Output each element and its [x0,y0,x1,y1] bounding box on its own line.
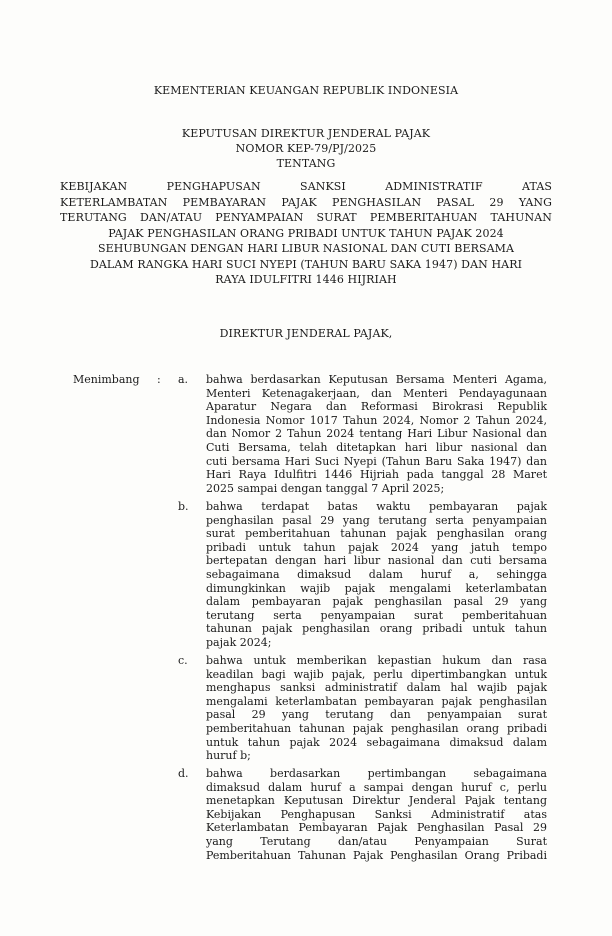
item-letter-d: d. [178,767,189,780]
item-line: sebagaimana dimaksud dalam huruf a, sehingga [206,567,547,581]
item-line: Menteri Ketenagakerjaan, dan Menteri Pendayagunaan [206,386,547,400]
item-line: yang Terutang dan/atau Penyampaian Surat [206,834,547,848]
item-line: surat pemberitahuan tahunan pajak penghasilan orang [206,527,547,541]
item-line: Kebijakan Penghapusan Sanksi Administratif atas [206,807,547,821]
item-line: Aparatur Negara dan Reformasi Birokrasi Republik [206,400,547,414]
title-line: DALAM RANGKA HARI SUCI NYEPI (TAHUN BARU SAKA 1947) DAN HARI [89,257,523,271]
item-line: dan Nomor 2 Tahun 2024 tentang Hari Libur Nasional dan [206,427,547,441]
title-line: KEBIJAKAN PENGHAPUSAN SANKSI ADMINISTRATIF ATAS [60,180,552,193]
item-line: pribadi untuk tahun pajak 2024 yang jatuh tempo [206,540,547,554]
item-line: 2025 sampai dengan tanggal 7 April 2025; [206,481,445,495]
considering-item-a [206,373,547,495]
item-line: keadilan bagi wajib pajak, perlu dipertimbangkan untuk [206,667,547,681]
item-line: menetapkan Keputusan Direktur Jenderal Pajak tentang [206,794,547,808]
item-line: pemberitahuan tahunan pajak penghasilan orang pribadi [206,721,547,735]
considering-item-d [206,767,547,862]
ministry-heading: KEMENTERIAN KEUANGAN REPUBLIK INDONESIA [153,84,459,97]
item-line: menghapus sanksi administratif dalam hal wajib pajak [206,681,547,695]
item-line: untuk tahun pajak 2024 sebagaimana dimaksud dalam [206,735,547,749]
item-letter-a: a. [178,373,189,386]
decree-about: TENTANG [276,157,336,170]
title-line: TERUTANG DAN/ATAU PENYAMPAIAN SURAT PEMBERITAHUAN TAHUNAN [60,211,552,224]
item-line: bahwa terdapat batas waktu pembayaran pajak [206,500,547,513]
director-heading: DIREKTUR JENDERAL PAJAK, [219,327,393,340]
title-line: PAJAK PENGHASILAN ORANG PRIBADI UNTUK TAHUN PAJAK 2024 [108,226,504,240]
item-line: pasal 29 yang terutang dan penyampaian surat [206,708,547,722]
item-line: mengalami keterlambatan pembayaran pajak penghasilan [206,694,547,708]
considering-item-c [206,654,547,763]
item-letter-b: b. [178,500,189,513]
title-line: SEHUBUNGAN DENGAN HARI LIBUR NASIONAL DAN CUTI BERSAMA [97,242,515,255]
decree-header [60,127,552,172]
decree-title [60,180,552,289]
item-line: Hari Raya Idulfitri 1446 Hijriah pada tanggal 28 Maret [206,468,547,482]
item-line: Indonesia Nomor 1017 Tahun 2024, Nomor 2 Tahun 2024, [206,413,547,427]
item-line: terutang serta penyampaian surat pemberitahuan [206,608,547,622]
item-line: dimungkinkan wajib pajak mengalami keterlambatan [206,581,547,595]
considering-label: Menimbang [73,373,140,386]
item-line: cuti bersama Hari Suci Nyepi (Tahun Baru Saka 1947) dan [206,454,547,468]
title-line: RAYA IDULFITRI 1446 HIJRIAH [215,273,397,286]
item-line: tahunan pajak penghasilan orang pribadi untuk tahun [206,622,547,636]
item-letter-c: c. [178,654,188,667]
decree-number: NOMOR KEP-79/PJ/2025 [235,142,377,155]
item-line: dimaksud dalam huruf a sampai dengan huruf c, perlu [206,780,547,794]
decree-type: KEPUTUSAN DIREKTUR JENDERAL PAJAK [181,127,431,140]
item-line: bahwa untuk memberikan kepastian hukum dan rasa [206,654,547,667]
item-line: huruf b; [206,749,251,763]
considering-item-b [206,500,547,650]
item-line: bahwa berdasarkan pertimbangan sebagaimana [206,767,547,780]
considering-colon: : [157,373,161,386]
item-line: Cuti Bersama, telah ditetapkan hari libur nasional dan [206,440,547,454]
item-line: pajak 2024; [206,635,272,649]
item-line: bertepatan dengan hari libur nasional dan cuti bersama [206,554,547,568]
item-line: dalam pembayaran pajak penghasilan pasal 29 yang [206,595,547,609]
item-line: bahwa berdasarkan Keputusan Bersama Menteri Agama, [206,373,547,386]
title-line: KETERLAMBATAN PEMBAYARAN PAJAK PENGHASILAN PASAL 29 YANG [60,195,552,209]
item-line: penghasilan pasal 29 yang terutang serta penyampaian [206,513,547,527]
item-line: Keterlambatan Pembayaran Pajak Penghasilan Pasal 29 [206,821,547,835]
item-line: Pemberitahuan Tahunan Pajak Penghasilan Orang Pribadi [206,848,547,862]
